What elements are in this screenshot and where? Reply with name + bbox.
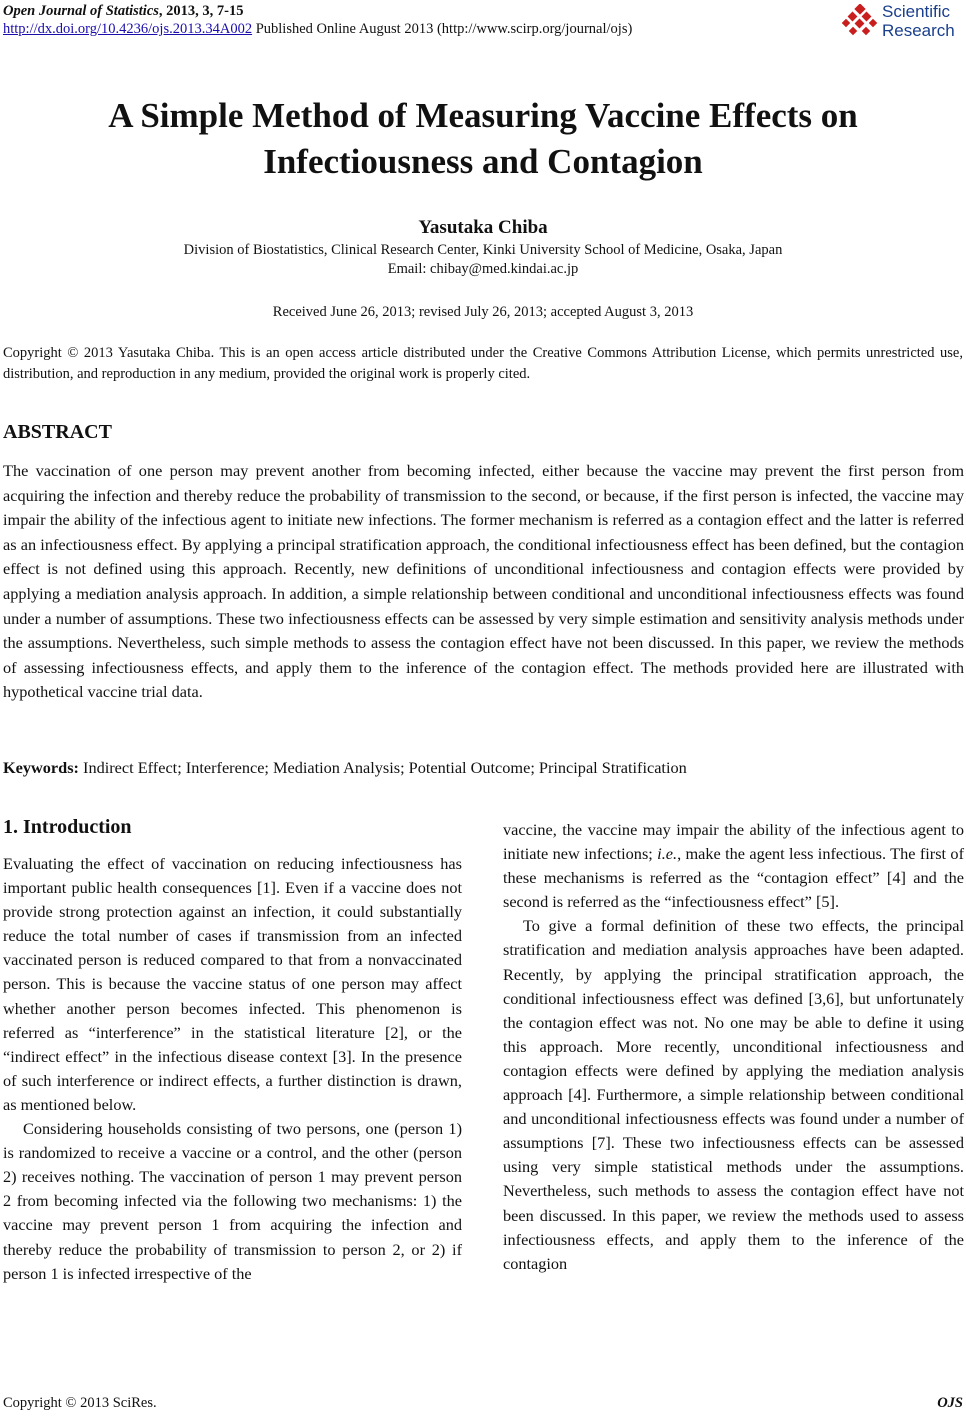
abstract-heading: ABSTRACT — [3, 421, 112, 443]
page-footer — [3, 1395, 963, 1412]
received-dates: Received June 26, 2013; revised July 26, 2013; accepted August 3, 2013 — [272, 304, 694, 320]
doi-link[interactable]: http://dx.doi.org/10.4236/ojs.2013.34A002 — [3, 21, 253, 37]
footer-journal-abbrev: OJS — [937, 1395, 963, 1411]
copyright-notice: Copyright © 2013 Yasutaka Chiba. This is an open access article distributed under the Creative Commons Attribution License, which permits unrestricted use, distribution, and reproduction in any medium, provided the original work is properly cited. — [3, 345, 963, 382]
keywords — [3, 758, 964, 778]
journal-citation — [3, 2, 958, 20]
intro-paragraph-2: Considering households consisting of two persons, one (person 1) is randomized to receive a vaccine or a control, and the other (person 2) receives nothing. The vaccination of person 1 may prevent person 2 from becoming infected via the following two mechanisms: 1) the vaccine may prevent person 1 from acquiring the infection and thereby reduce the probability of transmission to person 2, or 2) if person 1 is infected irrespective of the — [3, 1119, 462, 1283]
paper-title — [0, 93, 966, 185]
keywords-text: Indirect Effect; Interference; Mediation Analysis; Potential Outcome; Principal Stratification — [78, 758, 687, 777]
left-column — [3, 852, 462, 1286]
intro-paragraph-1: Evaluating the effect of vaccination on reducing infectiousness has important public health consequences [1]. Even if a vaccine does not provide strong protection against an infection, it could substantially reduce the total number of cases if transmission from an infected vaccinated person is reduced compared to that from a nonvaccinated person. This is because the vaccine status of one person may affect whether another person becomes infected. This phenomenon is referred as “interference” in the statistical literature [2], or the “indirect effect” in the infectious disease context [3]. In the presence of such interference or indirect effects, a further distinction is drawn, as mentioned below. — [3, 854, 462, 1114]
author-email: Email: chibay@med.kindai.ac.jp — [387, 261, 579, 277]
logo-text: Scientific Research — [882, 2, 955, 40]
scirp-diamond-icon — [842, 4, 880, 40]
doi-line — [3, 20, 958, 38]
title-line-2: Infectiousness and Contagion — [263, 142, 703, 181]
footer-copyright: Copyright © 2013 SciRes. — [3, 1395, 157, 1411]
section-heading-introduction: 1. Introduction — [3, 816, 132, 838]
publisher-logo — [842, 2, 962, 42]
intro-paragraph-4: To give a formal definition of these two effects, the principal stratification and mediation analysis approaches have been adapted. Recently, by applying the principal stratification approach, the conditional infectiousness effect was defined [3,6], but unfortunately the contagion effect was not. No one may be able to define it using this approach. More recently, unconditional infectiousness and contagion effects were defined by applying the mediation analysis approach [4]. Furthermore, a simple relationship between conditional and unconditional infectiousness effects was found under a number of assumptions [7]. These two infectiousness effects can be assessed using very simple statistical methods under the assumptions. Nevertheless, such methods to assess the contagion effect have not been discussed. In this paper, we review the methods used to assess infectiousness effects, and apply them to the inference of the contagion — [503, 916, 964, 1273]
published-info: Published Online August 2013 (http://www.scirp.org/journal/ojs) — [252, 21, 633, 37]
keywords-label: Keywords: — [3, 758, 79, 777]
journal-name: Open Journal of Statistics — [3, 3, 159, 19]
volume-info: , 2013, 3, 7-15 — [158, 3, 244, 19]
title-line-1: A Simple Method of Measuring Vaccine Effects on — [108, 96, 858, 135]
right-column — [503, 818, 964, 1276]
intro-paragraph-3: vaccine, the vaccine may impair the ability of the infectious agent to initiate new infections; i.e., make the agent less infectious. The first of these mechanisms is referred as the “contagion effect” [4] and the second is referred as the “infectiousness effect” [5]. — [503, 820, 964, 912]
page-header — [3, 2, 958, 38]
author-name: Yasutaka Chiba — [418, 217, 548, 238]
affiliation: Division of Biostatistics, Clinical Research Center, Kinki University School of Medicine, Osaka, Japan — [183, 242, 783, 258]
abstract-text: The vaccination of one person may prevent another from becoming infected, either because the vaccine may prevent the first person from acquiring the infection and thereby reduce the probability of transmission to the second, or because, if the first person is infected, the vaccine may impair the ability of the infectious agent to initiate new infections. The former mechanism is referred as a contagion effect and the latter is referred as an infectiousness effect. By applying a principal stratification approach, the conditional infectiousness effect has been defined, but the contagion effect is not defined using this approach. Recently, new definitions of unconditional infectiousness and contagion effects were provided by applying a mediation analysis approach. In addition, a simple relationship between conditional and unconditional infectiousness effects was found under a number of assumptions. These two infectiousness effects can be assessed by very simple estimation and sensitivity analysis methods under the assumptions. Nevertheless, such simple methods to assess the contagion effect have not been discussed. In this paper, we review the methods of assessing infectiousness effects, and apply them to the inference of the contagion effect. The methods provided here are illustrated with hypothetical vaccine trial data. — [3, 461, 964, 702]
